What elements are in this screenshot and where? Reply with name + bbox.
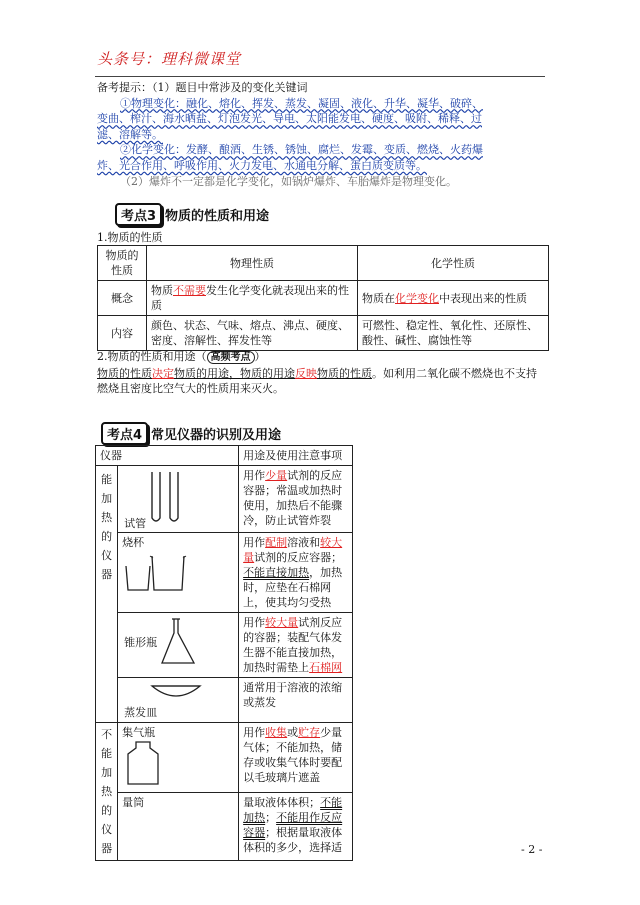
gas-bottle-label: 集气瓶 [122, 726, 156, 739]
tips-chemical-line-2: 炸、光合作用、呼吸作用、火力发电、水通电分解、蛋白质变质等。 [97, 158, 427, 172]
property-use-relation: 物质的性质决定物质的用途，物质的用途反映物质的性质。如利用二氧化碳不燃烧也不支持 燃烧且密度比空气大的性质用来灭火。 [97, 367, 537, 395]
page-number: - 2 - [521, 843, 543, 856]
section3-sub1: 1.物质的性质 [97, 231, 163, 244]
cell-gas-bottle [118, 723, 239, 793]
property-table [97, 245, 549, 351]
section4-heading: 常见仪器的识别及用途 [151, 428, 282, 443]
exam-tips [97, 80, 547, 189]
high-freq-pill: 高频考点 [207, 351, 255, 364]
beaker-label: 烧杯 [122, 536, 145, 549]
cell-dish [118, 678, 239, 723]
section3-heading: 物质的性质和用途 [165, 209, 270, 224]
th-chemical: 化学性质 [358, 246, 549, 281]
tips-intro: 备考提示：（1）题目中常涉及的变化关键词 [97, 81, 308, 94]
section3-sub2: 2.物质的性质和用途（ 高频考点 ） [97, 350, 266, 363]
header-brand: 头条号：理科微课堂 [97, 50, 242, 68]
group-non-heatable: 不 能 加 热 的 仪 器 [96, 723, 118, 861]
gas-bottle-icon [122, 740, 208, 786]
usage-beaker: 用作配制溶液和较大量试剂的反应容器；不能直接加热，加热时，应垫在石棉网上，使其均匀受热 [239, 533, 353, 613]
cell-beaker [118, 533, 239, 613]
flask-label: 锥形瓶 [124, 636, 158, 649]
usage-cylinder: 量取液体体积；不能加热；不能用作反应容器；根据量取液体体积的多少，选择适 [239, 793, 353, 861]
row-concept-label: 概念 [98, 281, 147, 316]
tips-chemical-line-1: ②化学变化：发酵、酿酒、生锈、锈蚀、腐烂、发霉、变质、燃烧、火药爆 [120, 143, 483, 157]
th-usage: 用途及使用注意事项 [239, 446, 353, 466]
row-content-label: 内容 [98, 316, 147, 351]
instrument-table [95, 445, 353, 861]
usage-test-tube: 用作少量试剂的反应容器；常温或加热时使用，加热后不能骤冷，防止试管炸裂 [239, 466, 353, 533]
usage-dish: 通常用于溶液的浓缩或蒸发 [239, 678, 353, 723]
tips-note: （2）爆炸不一定都是化学变化，如锅炉爆炸、车胎爆炸是物理变化。 [120, 174, 457, 188]
concept-chemical: 物质在化学变化中表现出来的性质 [358, 281, 549, 316]
section3-badge: 考点3 [115, 203, 162, 226]
beaker-icon [122, 550, 208, 594]
concept-physical: 物质不需要发生化学变化就表现出来的性质 [147, 281, 358, 316]
test-tube-label: 试管 [124, 517, 147, 530]
th-property: 物质的性质 [98, 246, 147, 281]
section3-title [115, 203, 269, 226]
group-heatable: 能 加 热 的 仪 器 [96, 466, 118, 723]
usage-flask: 用作较大量试剂反应的容器；装配气体发生器不能直接加热，加热时需垫上石棉网 [239, 613, 353, 678]
tips-physical-line-2: 变曲、榨汁、海水晒盐、灯泡发光、导电、太阳能发电、硬度、吸附、稀释、过 [97, 112, 482, 126]
content-chemical: 可燃性、稳定性、氧化性、还原性、酸性、碱性、腐蚀性等 [358, 316, 549, 351]
header-divider [95, 76, 545, 77]
cell-flask [118, 613, 239, 678]
cell-cylinder [118, 793, 239, 861]
dish-label: 蒸发皿 [124, 706, 158, 719]
evaporating-dish-icon [148, 680, 234, 704]
th-instrument: 仪器 [96, 446, 239, 466]
th-physical: 物理性质 [147, 246, 358, 281]
section4-title [101, 422, 281, 445]
cell-test-tube [118, 466, 239, 533]
tips-physical-line-3: 滤、溶解等。 [97, 127, 163, 141]
content-physical: 颜色、状态、气味、熔点、沸点、硬度、密度、溶解性、挥发性等 [147, 316, 358, 351]
tips-physical-line-1: ①物理变化：融化、熔化、挥发、蒸发、凝固、液化、升华、凝华、破碎、 [120, 96, 483, 110]
section4-badge: 考点4 [101, 422, 148, 445]
cylinder-label: 量筒 [122, 796, 145, 810]
usage-gas-bottle: 用作收集或贮存少量气体；不能加热，储存或收集气体时要配以毛玻璃片遮盖 [239, 723, 353, 793]
